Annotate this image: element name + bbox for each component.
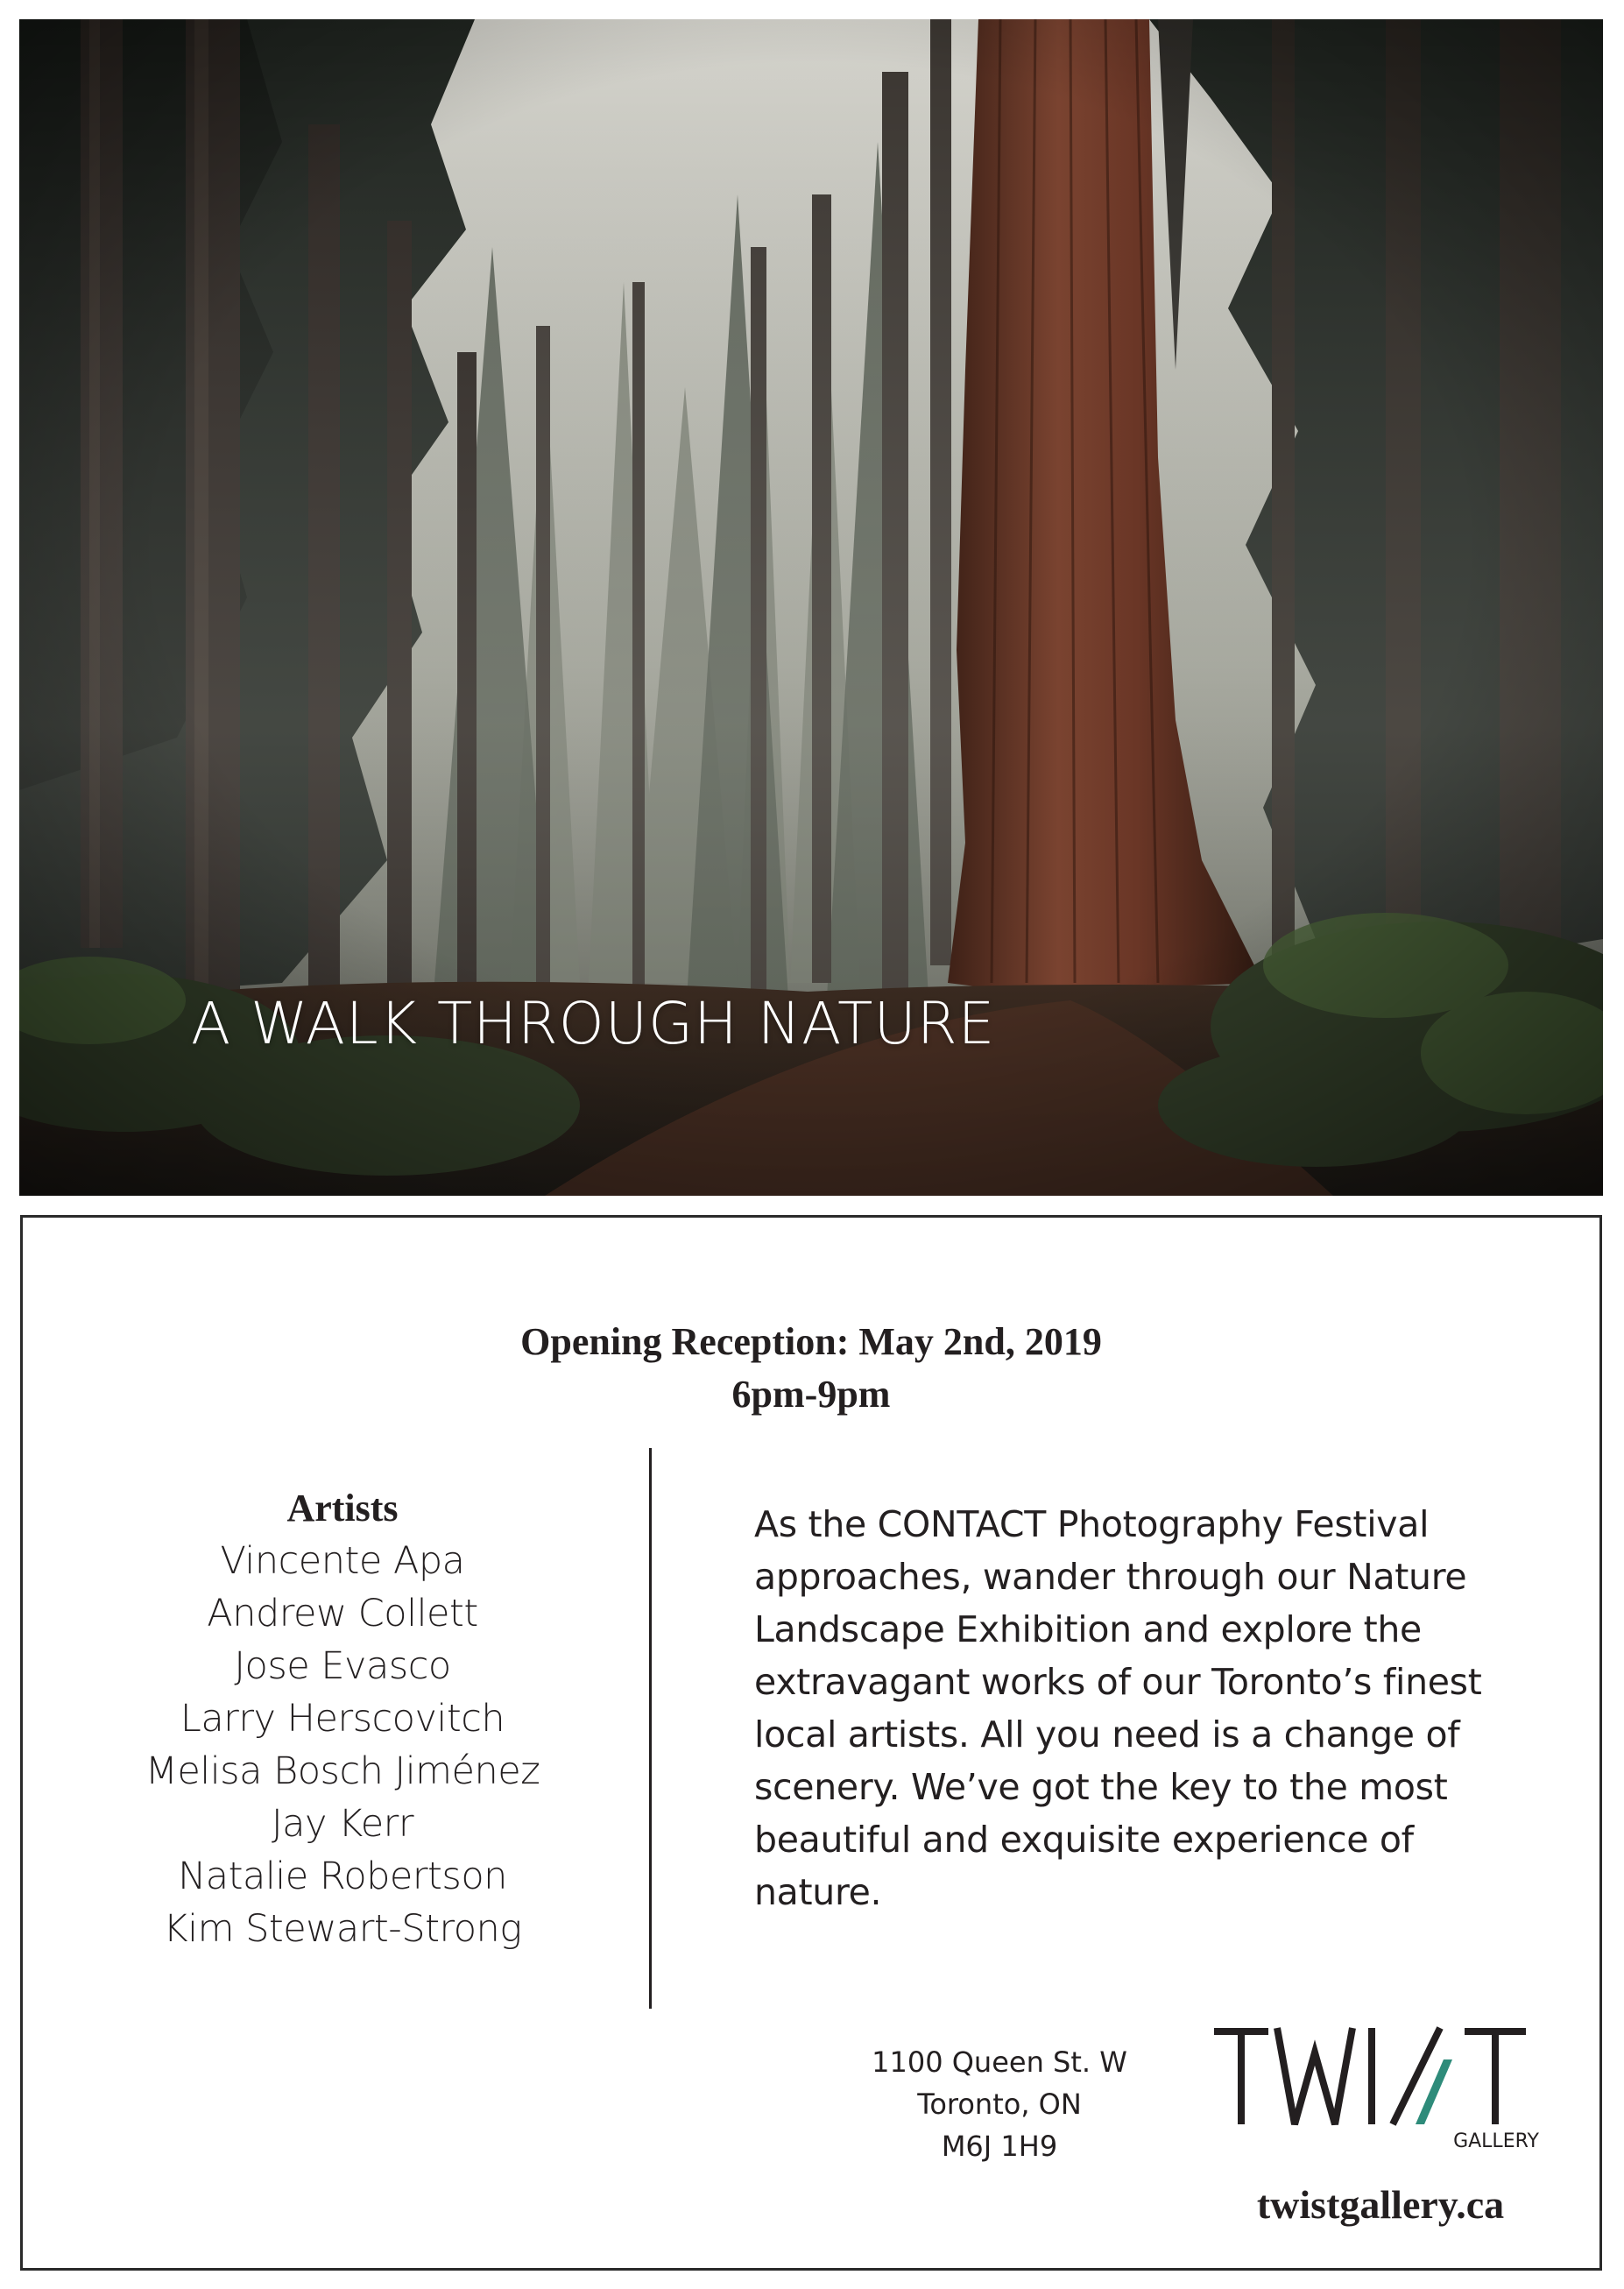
info-card [20,1215,1602,2271]
artist-name: Kim Stewart-Strong [163,1907,522,1951]
reception-date: Opening Reception: May 2nd, 2019 [520,1320,1102,1363]
artist-name: Jay Kerr [271,1802,414,1846]
artists-heading: Artists [286,1487,399,1530]
address-city: Toronto, ON [917,2088,1082,2121]
artist-name: Natalie Robertson [178,1855,507,1898]
website-url: twistgallery.ca [1256,2182,1505,2227]
column-divider [649,1448,652,2009]
exhibition-title: A WALK THROUGH NATURE [191,990,996,1057]
artist-name: Larry Herscovitch [180,1697,505,1741]
hero-photo [19,19,1603,1196]
address-postal-code: M6J 1H9 [941,2130,1058,2163]
reception-details [23,1316,1599,1421]
address-street: 1100 Queen St. W [872,2045,1127,2079]
artist-name: Jose Evasco [234,1644,451,1688]
reception-time: 6pm-9pm [731,1373,891,1416]
logo-subtitle: GALLERY [1453,2130,1539,2152]
artist-name: Vincente Apa [220,1539,465,1583]
twist-gallery-logo [1205,2010,1556,2159]
exhibition-description: As the CONTACT Photography Festival approaches, wander through our Nature Landscape Exhibition and explore the extravagant works of our Toronto’s finest local artists. All you need is a change of scenery. We’ve got the key to the most beautiful and exquisite experience of nature. [754,1503,1482,1913]
artist-name: Andrew Collett [207,1592,478,1636]
artist-name: Melisa Bosch Jiménez [145,1749,540,1793]
logo-wordmark: TWIST [1205,2010,1209,2011]
artists-list [110,1482,575,1955]
gallery-address [859,2041,1140,2167]
